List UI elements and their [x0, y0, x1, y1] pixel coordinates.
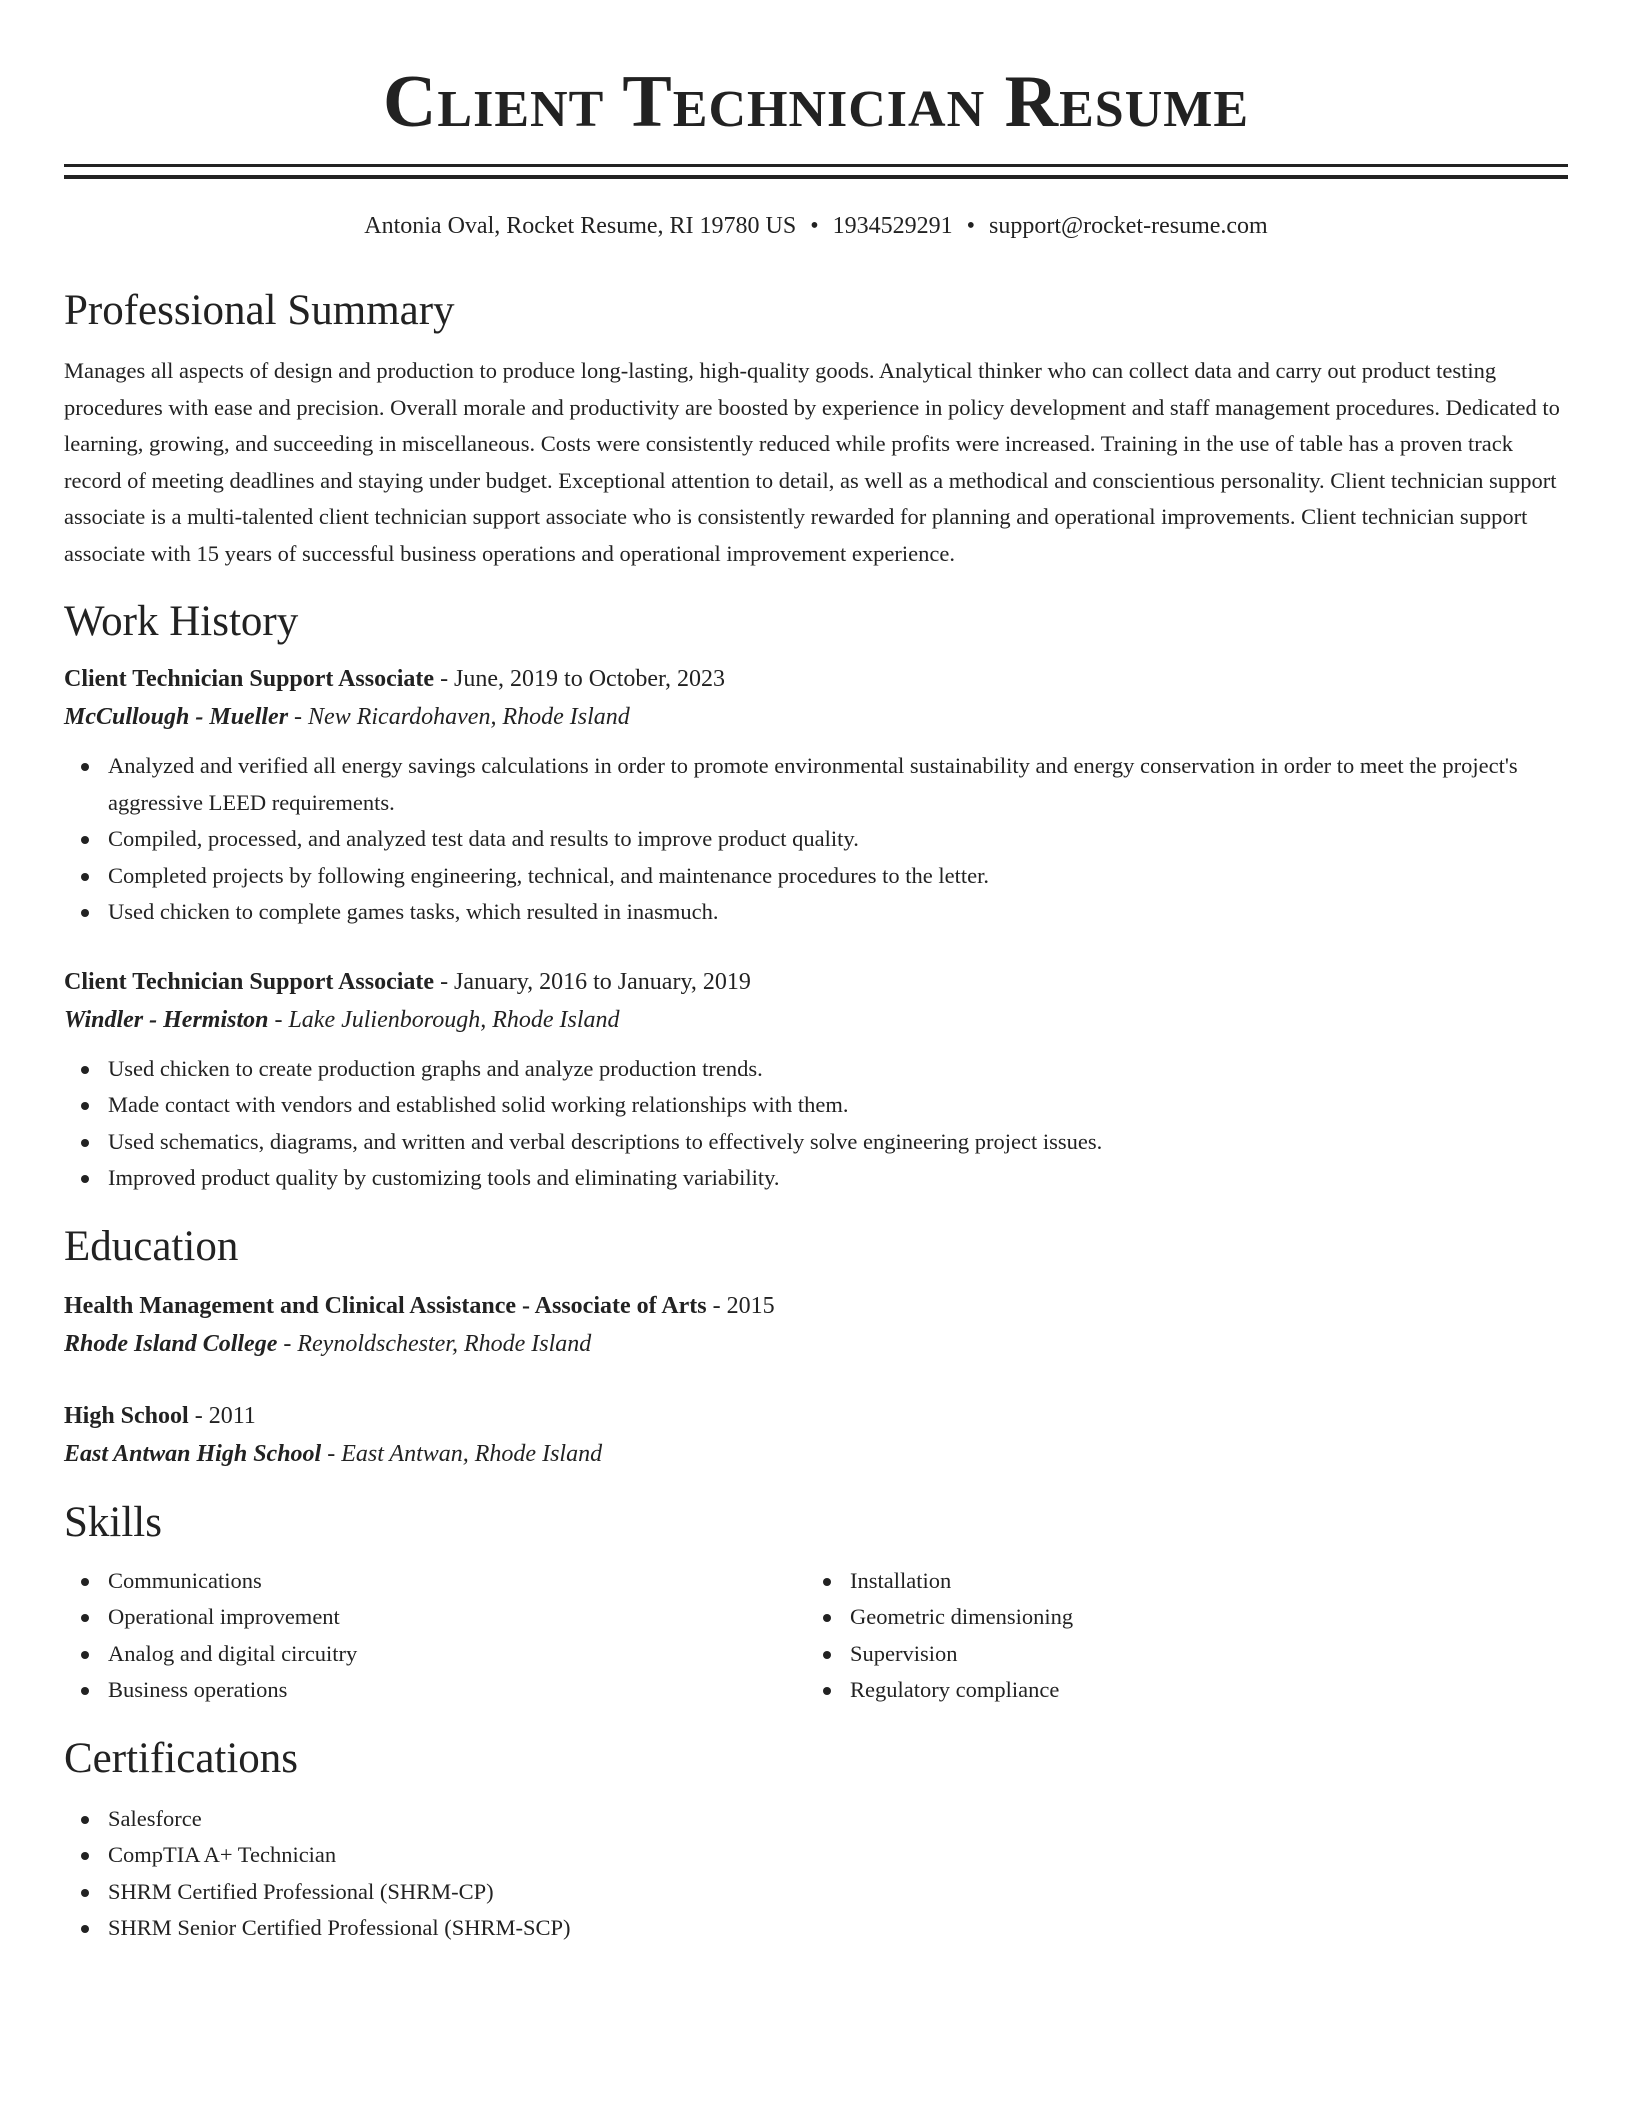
contact-line — [64, 209, 1568, 243]
job-title: Client Technician Support Associate — [64, 666, 435, 692]
certifications-section — [64, 1731, 1568, 1947]
job-dates: - January, 2016 to January, 2019 — [434, 968, 751, 995]
education-heading: Education — [64, 1222, 239, 1270]
work-history-section — [64, 594, 1568, 1197]
resume-title: Client Technician Resume — [382, 61, 1250, 143]
skill-item: Business operations — [64, 1672, 806, 1709]
skill-item: Geometric dimensioning — [806, 1599, 1548, 1636]
certification-item: CompTIA A+ Technician — [64, 1837, 1568, 1874]
skills-heading: Skills — [64, 1498, 162, 1546]
job-location: - Lake Julienborough, Rhode Island — [268, 1006, 620, 1033]
job-title: Client Technician Support Associate — [64, 968, 435, 995]
education-entry — [64, 1287, 1568, 1363]
list-item: Used chicken to complete games tasks, which resulted in inasmuch. — [64, 894, 1568, 931]
skill-item: Analog and digital circuitry — [64, 1636, 806, 1673]
summary-text: Manages all aspects of design and production to produce long-lasting, high-quality goods. Analytical thinker who can collect data and carry out product testing procedures with ease and precision. Overall morale and productivity are boosted by experience in policy development and staff management procedures. Dedicated to learning, growing, and succeeding in miscellaneous. Costs were consistently reduced while profits were increased. Training in the use of table has a proven track record of meeting deadlines and staying under budget. Exceptional attention to detail, as well as a methodical and conscientious personality. Client technician support associate is a multi-talented client technician support associate who is consistently rewarded for planning and operational improvements. Client technician support associate with 15 years of successful business operations and operational improvement experience. — [64, 358, 1560, 566]
skills-section — [64, 1495, 1568, 1709]
certifications-heading: Certifications — [64, 1734, 299, 1782]
work-history-heading: Work History — [64, 598, 299, 645]
education-header — [64, 1397, 1568, 1435]
education-degree: High School — [64, 1402, 189, 1429]
skills-grid — [64, 1563, 1568, 1709]
certification-item: SHRM Senior Certified Professional (SHRM-SCP) — [64, 1910, 1568, 1947]
certifications-list — [64, 1801, 1568, 1947]
certification-item: Salesforce — [64, 1801, 1568, 1838]
education-degree: Health Management and Clinical Assistance - Associate of Arts — [64, 1292, 707, 1319]
contact-email: support@rocket-resume.com — [989, 213, 1268, 239]
job-location: - New Ricardohaven, Rhode Island — [288, 704, 630, 730]
education-year: - 2011 — [188, 1402, 256, 1429]
job-dates: - June, 2019 to October, 2023 — [434, 666, 726, 692]
skill-item: Supervision — [806, 1636, 1548, 1673]
summary-heading: Professional Summary — [64, 287, 455, 334]
list-item: Used schematics, diagrams, and written and verbal descriptions to effectively solve engineering project issues. — [64, 1124, 1568, 1161]
skills-column-left — [64, 1563, 806, 1709]
skills-column-right — [806, 1563, 1548, 1709]
skill-item: Installation — [806, 1563, 1548, 1600]
job-header — [64, 963, 1568, 1001]
job-bullets — [64, 748, 1568, 931]
job-entry — [64, 963, 1568, 1197]
list-item: Used chicken to create production graphs and analyze production trends. — [64, 1051, 1568, 1088]
job-employer — [64, 1001, 1568, 1039]
education-header — [64, 1287, 1568, 1325]
education-section — [64, 1219, 1568, 1473]
education-school: Rhode Island College — [64, 1330, 278, 1357]
title-double-rule — [64, 164, 1568, 179]
contact-separator: • — [966, 213, 976, 239]
list-item: Made contact with vendors and established solid working relationships with them. — [64, 1087, 1568, 1124]
job-employer — [64, 698, 1568, 736]
education-location: - Reynoldschester, Rhode Island — [277, 1330, 592, 1357]
certification-item: SHRM Certified Professional (SHRM-CP) — [64, 1874, 1568, 1911]
list-item: Analyzed and verified all energy savings calculations in order to promote environmental sustainability and energy conservation in order to meet the project's aggressive LEED requirements. — [64, 748, 1568, 821]
contact-separator: • — [810, 213, 819, 239]
job-company: Windler - Hermiston — [64, 1006, 269, 1033]
skill-item: Regulatory compliance — [806, 1672, 1548, 1709]
job-company: McCullough - Mueller — [64, 704, 289, 730]
list-item: Completed projects by following engineering, technical, and maintenance procedures to the letter. — [64, 858, 1568, 895]
list-item: Compiled, processed, and analyzed test data and results to improve product quality. — [64, 821, 1568, 858]
contact-address: Antonia Oval, Rocket Resume, RI 19780 US — [364, 213, 797, 239]
education-institution — [64, 1435, 1568, 1473]
contact-phone: 1934529291 — [832, 213, 953, 239]
summary-section — [64, 283, 1568, 572]
job-header — [64, 660, 1568, 698]
education-location: - East Antwan, Rhode Island — [321, 1440, 603, 1467]
skill-item: Communications — [64, 1563, 806, 1600]
job-bullets — [64, 1051, 1568, 1197]
skill-item: Operational improvement — [64, 1599, 806, 1636]
education-institution — [64, 1325, 1568, 1363]
education-school: East Antwan High School — [64, 1440, 322, 1467]
education-year: - 2015 — [706, 1292, 775, 1319]
education-entry — [64, 1397, 1568, 1473]
job-entry — [64, 660, 1568, 931]
list-item: Improved product quality by customizing tools and eliminating variability. — [64, 1160, 1568, 1197]
